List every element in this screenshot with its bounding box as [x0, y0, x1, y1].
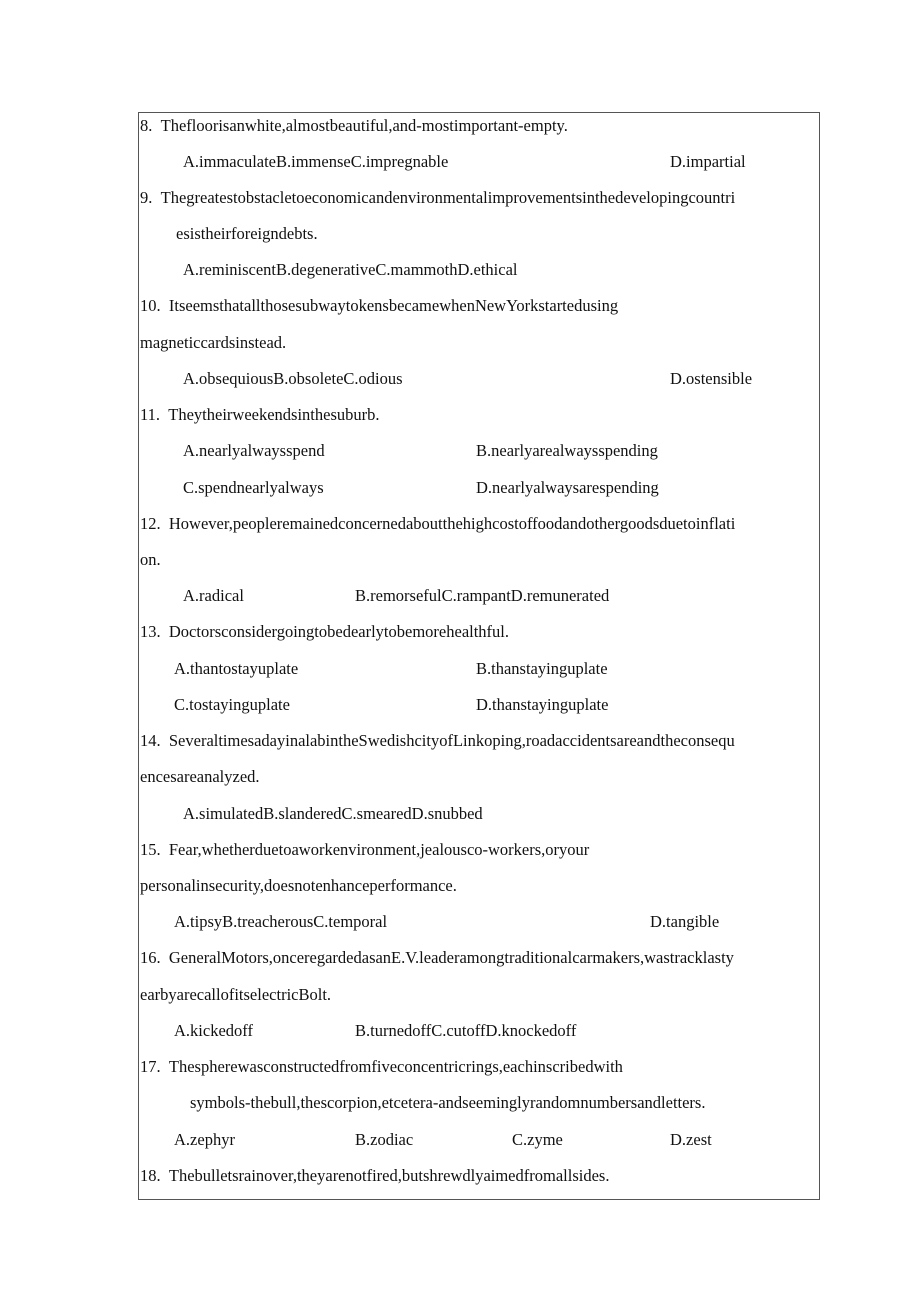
question-13-option-a: A.thantostayuplate: [174, 659, 299, 678]
question-18-stem: 18. Thebulletsrainover,theyarenotfired,butshrewdlyaimedfromallsides.: [140, 1166, 610, 1185]
question-13-option-c: C.tostayinguplate: [174, 695, 290, 714]
question-17-stem-line2: symbols-thebull,thescorpion,etcetera-andseeminglyrandomnumbersandletters.: [190, 1093, 706, 1112]
question-8-stem: 8. Thefloorisanwhite,almostbeautiful,and-mostimportant-empty.: [140, 116, 568, 135]
question-9-stem-line1: 9. Thegreatestobstacletoeconomicandenvironmentalimprovementsinthedevelopingcountri: [140, 188, 736, 207]
question-16-stem-line1: 16. GeneralMotors,onceregardedasanE.V.leaderamongtraditionalcarmakers,wastracklasty: [140, 948, 734, 967]
question-12-stem-line1: 12. However,peopleremainedconcernedaboutthehighcostoffoodandothergoodsduetoinflati: [140, 514, 736, 533]
question-16-stem-line2: earbyarecallofitselectricBolt.: [140, 985, 332, 1004]
question-11-option-b: B.nearlyarealwaysspending: [476, 441, 658, 460]
question-12-options-bcd: B.remorsefulC.rampantD.remunerated: [355, 586, 610, 605]
question-16-option-a: A.kickedoff: [174, 1021, 253, 1040]
question-14-stem-line2: encesareanalyzed.: [140, 767, 260, 786]
question-14-stem-line1: 14. SeveraltimesadayinalabintheSwedishcityofLinkoping,roadaccidentsareandtheconsequ: [140, 731, 735, 750]
question-10-stem-line1: 10. ItseemsthatallthosesubwaytokensbecamewhenNewYorkstartedusing: [140, 296, 619, 315]
question-8-options-abc: A.immaculateB.immenseC.impregnable: [183, 152, 449, 171]
question-15-option-d: D.tangible: [650, 912, 720, 931]
question-11-option-d: D.nearlyalwaysarespending: [476, 478, 659, 497]
question-11-option-a: A.nearlyalwaysspend: [183, 441, 325, 460]
question-8-option-d: D.impartial: [670, 152, 746, 171]
question-15-options-abc: A.tipsyB.treacherousC.temporal: [174, 912, 388, 931]
question-11-stem: 11. Theytheirweekendsinthesuburb.: [140, 405, 380, 424]
question-13-option-d: D.thanstayinguplate: [476, 695, 609, 714]
question-10-options-abc: A.obsequiousB.obsoleteC.odious: [183, 369, 403, 388]
question-17-option-d: D.zest: [670, 1130, 712, 1149]
question-17-option-b: B.zodiac: [355, 1130, 414, 1149]
question-11-option-c: C.spendnearlyalways: [183, 478, 324, 497]
question-17-option-c: C.zyme: [512, 1130, 563, 1149]
question-12-stem-line2: on.: [140, 550, 161, 569]
question-16-options-bcd: B.turnedoffC.cutoffD.knockedoff: [355, 1021, 577, 1040]
question-15-stem-line2: personalinsecurity,doesnotenhanceperformance.: [140, 876, 457, 895]
question-14-options: A.simulatedB.slanderedC.smearedD.snubbed: [183, 804, 483, 823]
question-12-option-a: A.radical: [183, 586, 244, 605]
question-17-stem-line1: 17. Thespherewasconstructedfromfiveconcentricrings,eachinscribedwith: [140, 1057, 623, 1076]
question-10-stem-line2: magneticcardsinstead.: [140, 333, 287, 352]
question-13-option-b: B.thanstayinguplate: [476, 659, 608, 678]
question-13-stem: 13. Doctorsconsidergoingtobedearlytobemorehealthful.: [140, 622, 510, 641]
question-9-options: A.reminiscentB.degenerativeC.mammothD.ethical: [183, 260, 518, 279]
question-9-stem-line2: esistheirforeigndebts.: [176, 224, 318, 243]
question-17-option-a: A.zephyr: [174, 1130, 235, 1149]
question-15-stem-line1: 15. Fear,whetherduetoaworkenvironment,jealousco-workers,oryour: [140, 840, 590, 859]
question-10-option-d: D.ostensible: [670, 369, 753, 388]
